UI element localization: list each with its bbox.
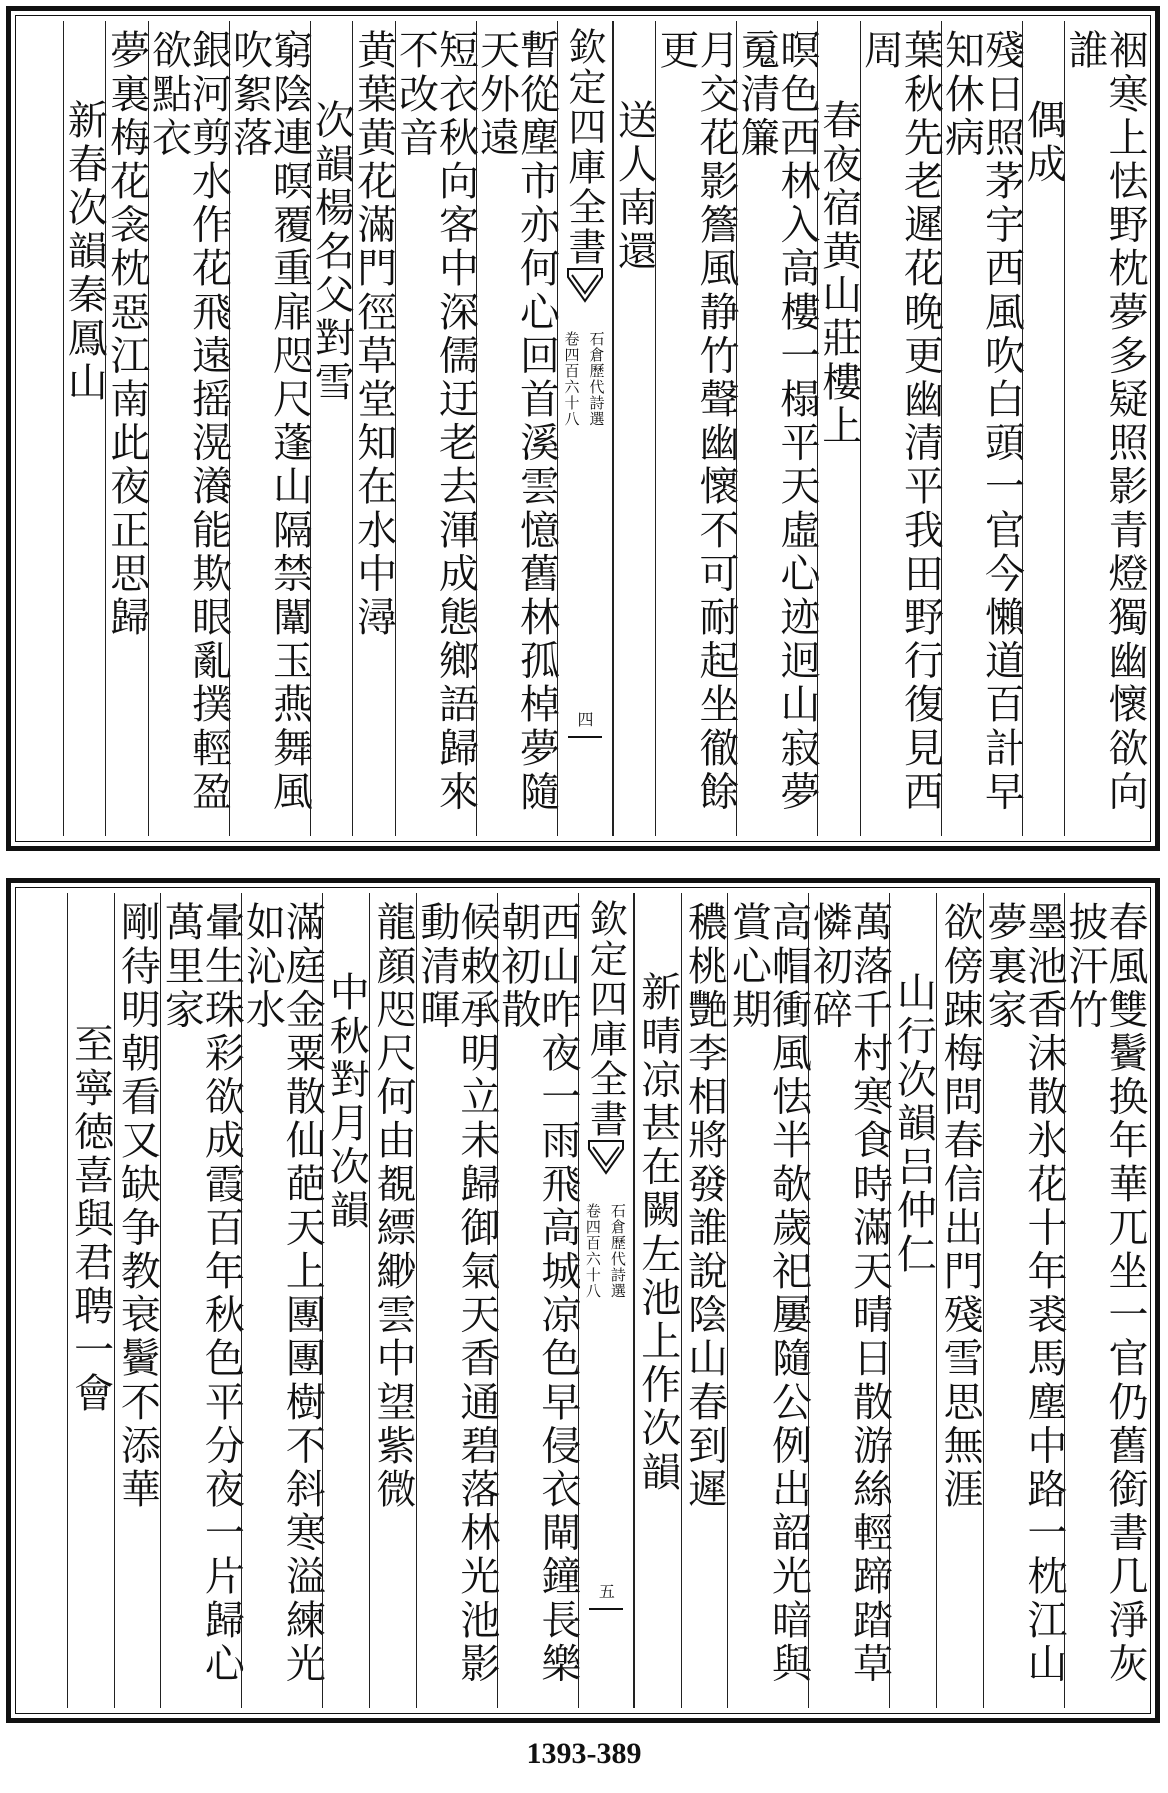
top-page-columns <box>21 21 1148 836</box>
text-column: 月交花影簷風静竹聲幽懷不可耐起坐徹餘更 <box>655 21 736 836</box>
volume-number: 卷四百六十八 <box>562 331 581 427</box>
folio-number: 四 <box>575 711 594 727</box>
text-column <box>21 893 67 1708</box>
collection-name: 石倉歷代詩選 <box>608 1203 627 1299</box>
poem-title-column: 中秋對月次韻 <box>322 893 369 1708</box>
text-column: 萬落千村寒食時滿天晴日散游絲輕蹄踏草憐初碎 <box>808 893 889 1708</box>
bottom-page-panel <box>6 878 1160 1723</box>
poem-title-column: 新晴凉甚在闕左池上作次韻 <box>634 893 681 1708</box>
text-column: 西山昨夜一雨飛高城凉色早侵衣閘鐘長樂朝初散 <box>497 893 578 1708</box>
text-column: 暝色西林入高樓一榻平天虛心迹迥山寂夢䰟清簾 <box>736 21 817 836</box>
text-column: 短衣秋向客中深儒迂老去渾成態鄉語歸來不改音 <box>395 21 476 836</box>
page-number: 1393-389 <box>526 1737 642 1770</box>
poem-title-column: 偶成 <box>1022 21 1065 836</box>
volume-label <box>562 331 608 501</box>
text-column: 裀寒上怯野枕夢多疑照影青燈獨幽懷欲向誰 <box>1064 21 1145 836</box>
lower-bar-icon <box>589 1605 623 1613</box>
poem-title-column: 至寧徳喜與君聘一會 <box>67 893 114 1708</box>
text-column: 夢裏梅花衾枕惡江南此夜正思歸 <box>105 21 148 836</box>
text-column: 剛待明朝看又缺争教衰鬢不添華 <box>114 893 161 1708</box>
volume-label <box>583 1203 629 1373</box>
text-column: 春風雙鬢换年華兀坐一官仍舊銜書几淨灰披汗竹 <box>1064 893 1145 1708</box>
text-column <box>21 21 63 836</box>
text-column: 穠桃艷李相將發誰說陰山春到遲 <box>681 893 728 1708</box>
fish-tail-mark-icon <box>566 267 604 307</box>
center-fold <box>578 893 634 1708</box>
poem-title-column: 次韻楊名父對雪 <box>310 21 353 836</box>
poem-title-column: 新春次韻秦鳳山 <box>63 21 106 836</box>
folio-number: 五 <box>596 1583 616 1599</box>
text-column: 暫從塵市亦何心回首溪雲憶舊林孤棹夢隨天外遠 <box>476 21 557 836</box>
text-column: 滿庭金粟散仙葩天上團團樹不斜寒溢練光如沁水 <box>241 893 322 1708</box>
center-fold <box>557 21 613 836</box>
text-column: 高帽衝風怯半欹歲祀屢隨公例出韶光暗與賞心期 <box>727 893 808 1708</box>
text-column: 龍顔咫尺何由覩縹緲雲中望紫微 <box>369 893 416 1708</box>
collection-name: 石倉歷代詩選 <box>587 331 606 427</box>
bottom-page-columns <box>21 893 1148 1708</box>
text-column: 暈生珠彩欲成霞百年秋色平分夜一片歸心萬里家 <box>160 893 241 1708</box>
text-column: 殘日照茅宇西風吹白頭一官今懶道百計早知休病 <box>941 21 1022 836</box>
poem-title-column: 春夜宿黄山莊樓上 <box>817 21 860 836</box>
text-column: 葉秋先老遲花晚更幽清平我田野行復見西周 <box>860 21 941 836</box>
volume-number: 卷四百六十八 <box>583 1203 602 1299</box>
fish-tail-mark-icon <box>587 1139 625 1179</box>
text-column: 銀河剪水作花飛遠摇滉瀁能欺眼亂撲輕盈欲點衣 <box>148 21 229 836</box>
book-title: 欽定四庫全書 <box>562 27 606 267</box>
text-column: 墨池香沫散氷花十年裘馬塵中路一枕江山夢裏家 <box>983 893 1064 1708</box>
text-column: 欲傍踈梅問春信出門殘雪思無涯 <box>936 893 983 1708</box>
book-title: 欽定四庫全書 <box>583 899 628 1139</box>
text-column: 窮陰連暝覆重扉咫尺蓬山隔禁闈玉燕舞風吹絮落 <box>229 21 310 836</box>
text-column: 候敕承明立未歸御氣天香通碧落林光池影動清暉 <box>416 893 497 1708</box>
poem-title-column: 山行次韻吕仲仁 <box>889 893 936 1708</box>
text-column: 黄葉黄花滿門徑草堂知在水中潯 <box>352 21 395 836</box>
lower-bar-icon <box>568 733 602 741</box>
top-page-panel <box>6 6 1160 851</box>
poem-title-column: 送人南還 <box>613 21 656 836</box>
